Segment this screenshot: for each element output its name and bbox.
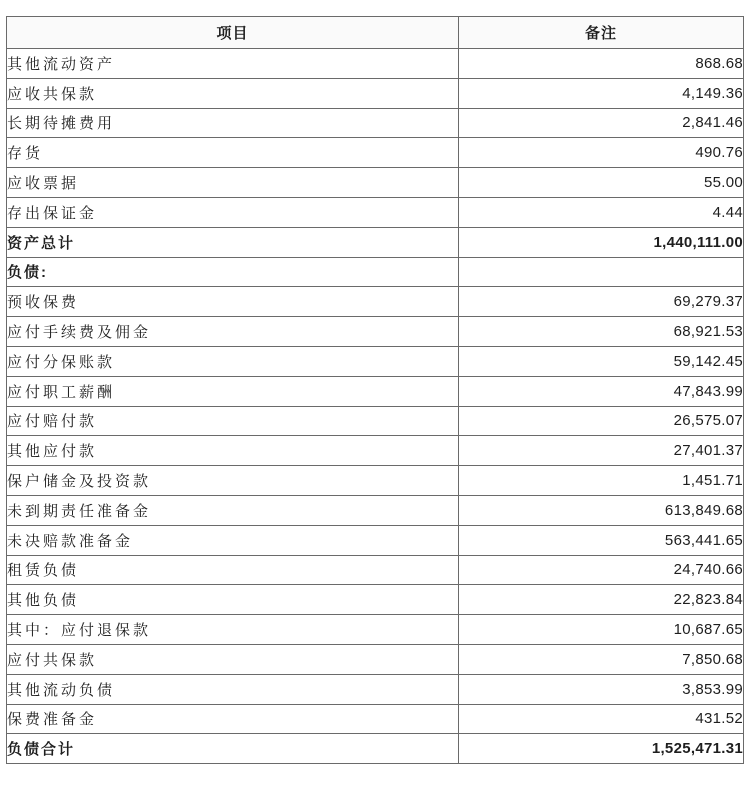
table-row	[7, 674, 744, 704]
table-row	[7, 406, 744, 436]
table-row	[7, 615, 744, 645]
table-row	[7, 197, 744, 227]
row-label: 应付分保账款	[7, 346, 459, 376]
row-value: 47,843.99	[459, 376, 744, 406]
row-value: 3,853.99	[459, 674, 744, 704]
table-row	[7, 585, 744, 615]
table-row	[7, 466, 744, 496]
table-row	[7, 376, 744, 406]
table-row	[7, 704, 744, 734]
row-label: 负债合计	[7, 734, 459, 764]
table-row	[7, 734, 744, 764]
table-row	[7, 525, 744, 555]
row-value	[459, 257, 744, 287]
row-value: 2,841.46	[459, 108, 744, 138]
table-row	[7, 138, 744, 168]
row-label: 未决赔款准备金	[7, 525, 459, 555]
table-row	[7, 257, 744, 287]
row-value: 27,401.37	[459, 436, 744, 466]
row-value: 1,451.71	[459, 466, 744, 496]
table-row	[7, 317, 744, 347]
row-value: 26,575.07	[459, 406, 744, 436]
row-label: 保户储金及投资款	[7, 466, 459, 496]
row-value: 868.68	[459, 49, 744, 79]
row-value: 563,441.65	[459, 525, 744, 555]
table-row	[7, 78, 744, 108]
row-label: 预收保费	[7, 287, 459, 317]
row-label: 应收票据	[7, 168, 459, 198]
row-label: 应付赔付款	[7, 406, 459, 436]
row-value: 55.00	[459, 168, 744, 198]
row-label: 其他流动资产	[7, 49, 459, 79]
table-row	[7, 346, 744, 376]
header-note: 备注	[459, 17, 744, 49]
row-label: 应付手续费及佣金	[7, 317, 459, 347]
row-label: 未到期责任准备金	[7, 495, 459, 525]
row-value: 7,850.68	[459, 644, 744, 674]
row-value: 68,921.53	[459, 317, 744, 347]
row-label: 应付共保款	[7, 644, 459, 674]
row-label: 负债:	[7, 257, 459, 287]
table-body	[7, 49, 744, 764]
table-row	[7, 436, 744, 466]
row-label: 存货	[7, 138, 459, 168]
row-label: 其他应付款	[7, 436, 459, 466]
row-label: 其他负债	[7, 585, 459, 615]
table-row	[7, 227, 744, 257]
row-label: 其他流动负债	[7, 674, 459, 704]
row-value: 490.76	[459, 138, 744, 168]
row-label: 其中：应付退保款	[7, 615, 459, 645]
row-value: 69,279.37	[459, 287, 744, 317]
header-item: 项目	[7, 17, 459, 49]
row-value: 4.44	[459, 197, 744, 227]
row-label: 存出保证金	[7, 197, 459, 227]
row-label: 长期待摊费用	[7, 108, 459, 138]
table-row	[7, 108, 744, 138]
row-value: 1,525,471.31	[459, 734, 744, 764]
table-row	[7, 555, 744, 585]
row-label: 资产总计	[7, 227, 459, 257]
balance-sheet-table	[6, 16, 744, 764]
table-row	[7, 644, 744, 674]
row-value: 10,687.65	[459, 615, 744, 645]
row-value: 4,149.36	[459, 78, 744, 108]
row-value: 1,440,111.00	[459, 227, 744, 257]
row-label: 应收共保款	[7, 78, 459, 108]
table-row	[7, 49, 744, 79]
row-value: 24,740.66	[459, 555, 744, 585]
row-value: 22,823.84	[459, 585, 744, 615]
table-header-row	[7, 17, 744, 49]
row-label: 应付职工薪酬	[7, 376, 459, 406]
row-label: 租赁负债	[7, 555, 459, 585]
row-value: 431.52	[459, 704, 744, 734]
table-row	[7, 168, 744, 198]
table-row	[7, 495, 744, 525]
row-label: 保费准备金	[7, 704, 459, 734]
table-row	[7, 287, 744, 317]
row-value: 613,849.68	[459, 495, 744, 525]
row-value: 59,142.45	[459, 346, 744, 376]
